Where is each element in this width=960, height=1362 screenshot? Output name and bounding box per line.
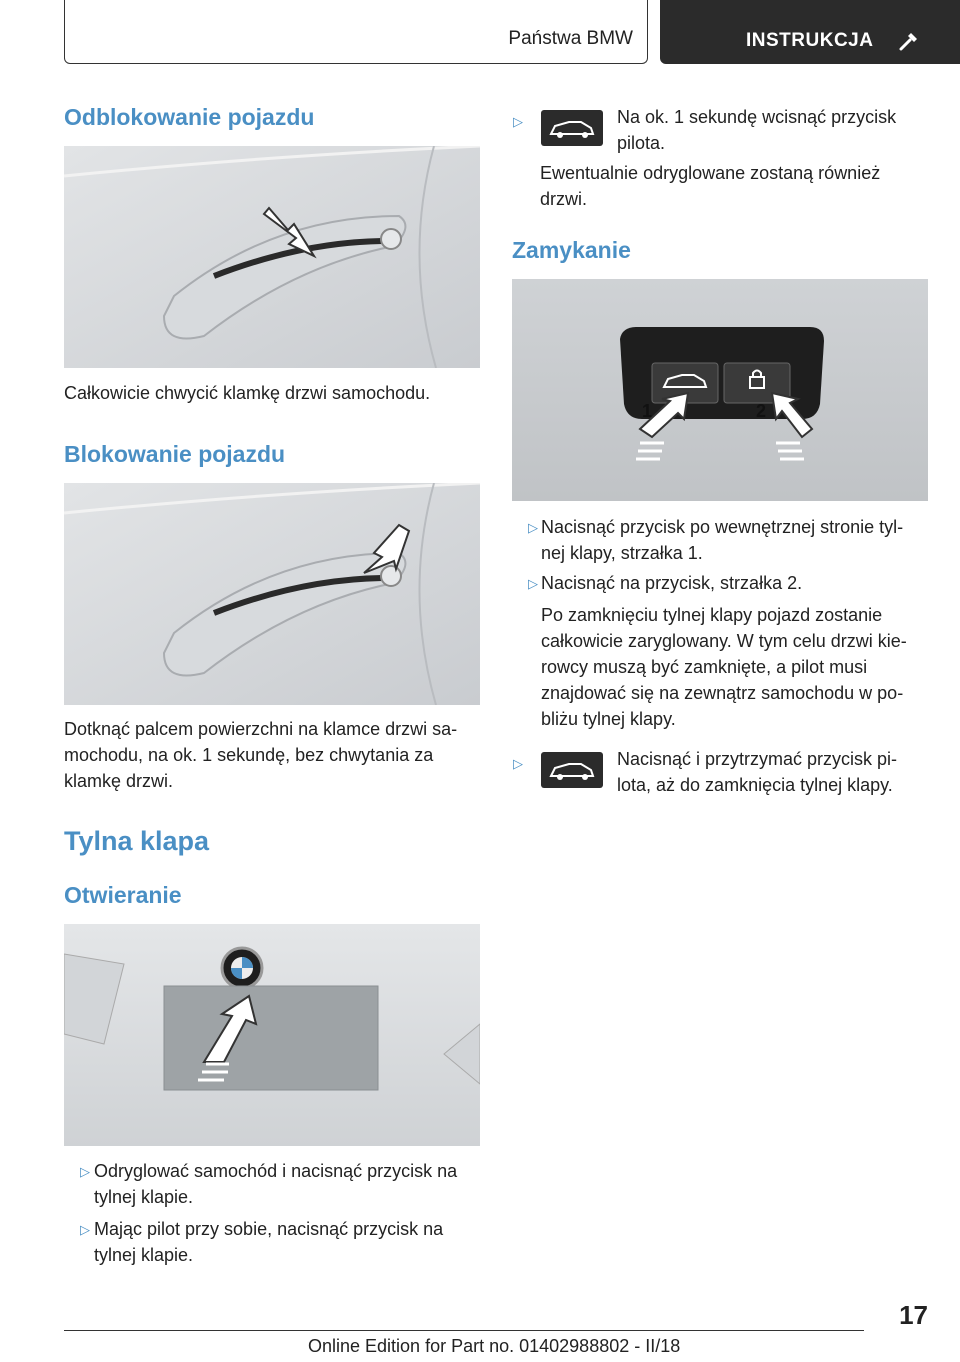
paragraph-lock-line1: Dotknąć palcem powierzchni na klamce drzwi sa‐ xyxy=(64,719,458,739)
bullet-2-line2: tylnej klapie. xyxy=(94,1245,194,1265)
heading-open: Otwieranie xyxy=(64,882,182,908)
tailgate-open-image xyxy=(64,924,480,1146)
paragraph-lock-line2: mochodu, na ok. 1 sekundę, bez chwytania za xyxy=(64,745,434,765)
figure-arrow-label-1: 1 xyxy=(642,401,653,421)
tool-icon xyxy=(898,30,920,52)
footer-edition: Online Edition for Part no. 01402988802 - II/18 xyxy=(308,1336,681,1356)
triangle-bullet-icon: ▷ xyxy=(528,576,538,591)
triangle-bullet-icon: ▷ xyxy=(513,756,523,771)
footer-divider xyxy=(64,1330,864,1331)
right-bullet-3-line3: całkowicie zaryglowany. W tym celu drzwi kie‐ xyxy=(541,631,907,651)
right-bullet-1-line1: Na ok. 1 sekundę wcisnąć przycisk xyxy=(617,107,897,127)
heading-tailgate: Tylna klapa xyxy=(64,826,210,856)
header-left-title: Państwa BMW xyxy=(508,28,633,49)
header-right-title: INSTRUKCJA xyxy=(746,30,874,51)
paragraph-lock-line3: klamkę drzwi. xyxy=(64,771,174,791)
right-bullet-3-line6: bliżu tylnej klapy. xyxy=(541,709,676,729)
bullet-1-line1: Odryglować samochód i nacisnąć przycisk na xyxy=(94,1161,458,1181)
right-bullet-4-line2: lota, aż do zamknięcia tylnej klapy. xyxy=(617,775,893,795)
car-tailgate-icon xyxy=(541,752,603,788)
right-bullet-3-line2: Po zamknięciu tylnej klapy pojazd zostanie xyxy=(541,605,883,625)
heading-lock: Blokowanie pojazdu xyxy=(64,441,286,467)
paragraph-unlock: Całkowicie chwycić klamkę drzwi samochodu. xyxy=(64,383,431,403)
door-handle-grip-image xyxy=(64,146,480,368)
bullet-2-line1: Mając pilot przy sobie, nacisnąć przycisk na xyxy=(94,1219,444,1239)
triangle-bullet-icon: ▷ xyxy=(80,1222,90,1237)
triangle-bullet-icon: ▷ xyxy=(80,1164,90,1179)
bullet-1-line2: tylnej klapie. xyxy=(94,1187,194,1207)
triangle-bullet-icon: ▷ xyxy=(528,520,538,535)
heading-close: Zamykanie xyxy=(512,237,631,263)
right-bullet-2-line1: Nacisnąć przycisk po wewnętrznej stronie tyl‐ xyxy=(541,517,904,537)
header-right-tab xyxy=(660,0,960,64)
right-bullet-1-line4: drzwi. xyxy=(540,189,588,209)
page-number: 17 xyxy=(899,1300,928,1330)
figure-arrow-label-2: 2 xyxy=(756,401,767,421)
right-bullet-3-line1: Nacisnąć na przycisk, strzałka 2. xyxy=(541,573,803,593)
heading-unlock: Odblokowanie pojazdu xyxy=(64,104,315,130)
right-bullet-1-line3: Ewentualnie odryglowane zostaną również xyxy=(540,163,881,183)
right-bullet-2-line2: nej klapy, strzałka 1. xyxy=(541,543,703,563)
right-bullet-4-line1: Nacisnąć i przytrzymać przycisk pi‐ xyxy=(617,749,898,769)
car-tailgate-icon xyxy=(541,110,603,146)
triangle-bullet-icon: ▷ xyxy=(513,114,523,129)
door-handle-touch-image xyxy=(64,483,480,705)
header-left-tab xyxy=(64,0,648,64)
tailgate-buttons-image xyxy=(512,279,928,501)
right-bullet-3-line5: znajdować się na zewnątrz samochodu w po‐ xyxy=(541,683,904,703)
right-bullet-3-line4: rowcy muszą być zamknięte, a pilot musi xyxy=(541,657,868,677)
right-bullet-1-line2: pilota. xyxy=(617,133,666,153)
